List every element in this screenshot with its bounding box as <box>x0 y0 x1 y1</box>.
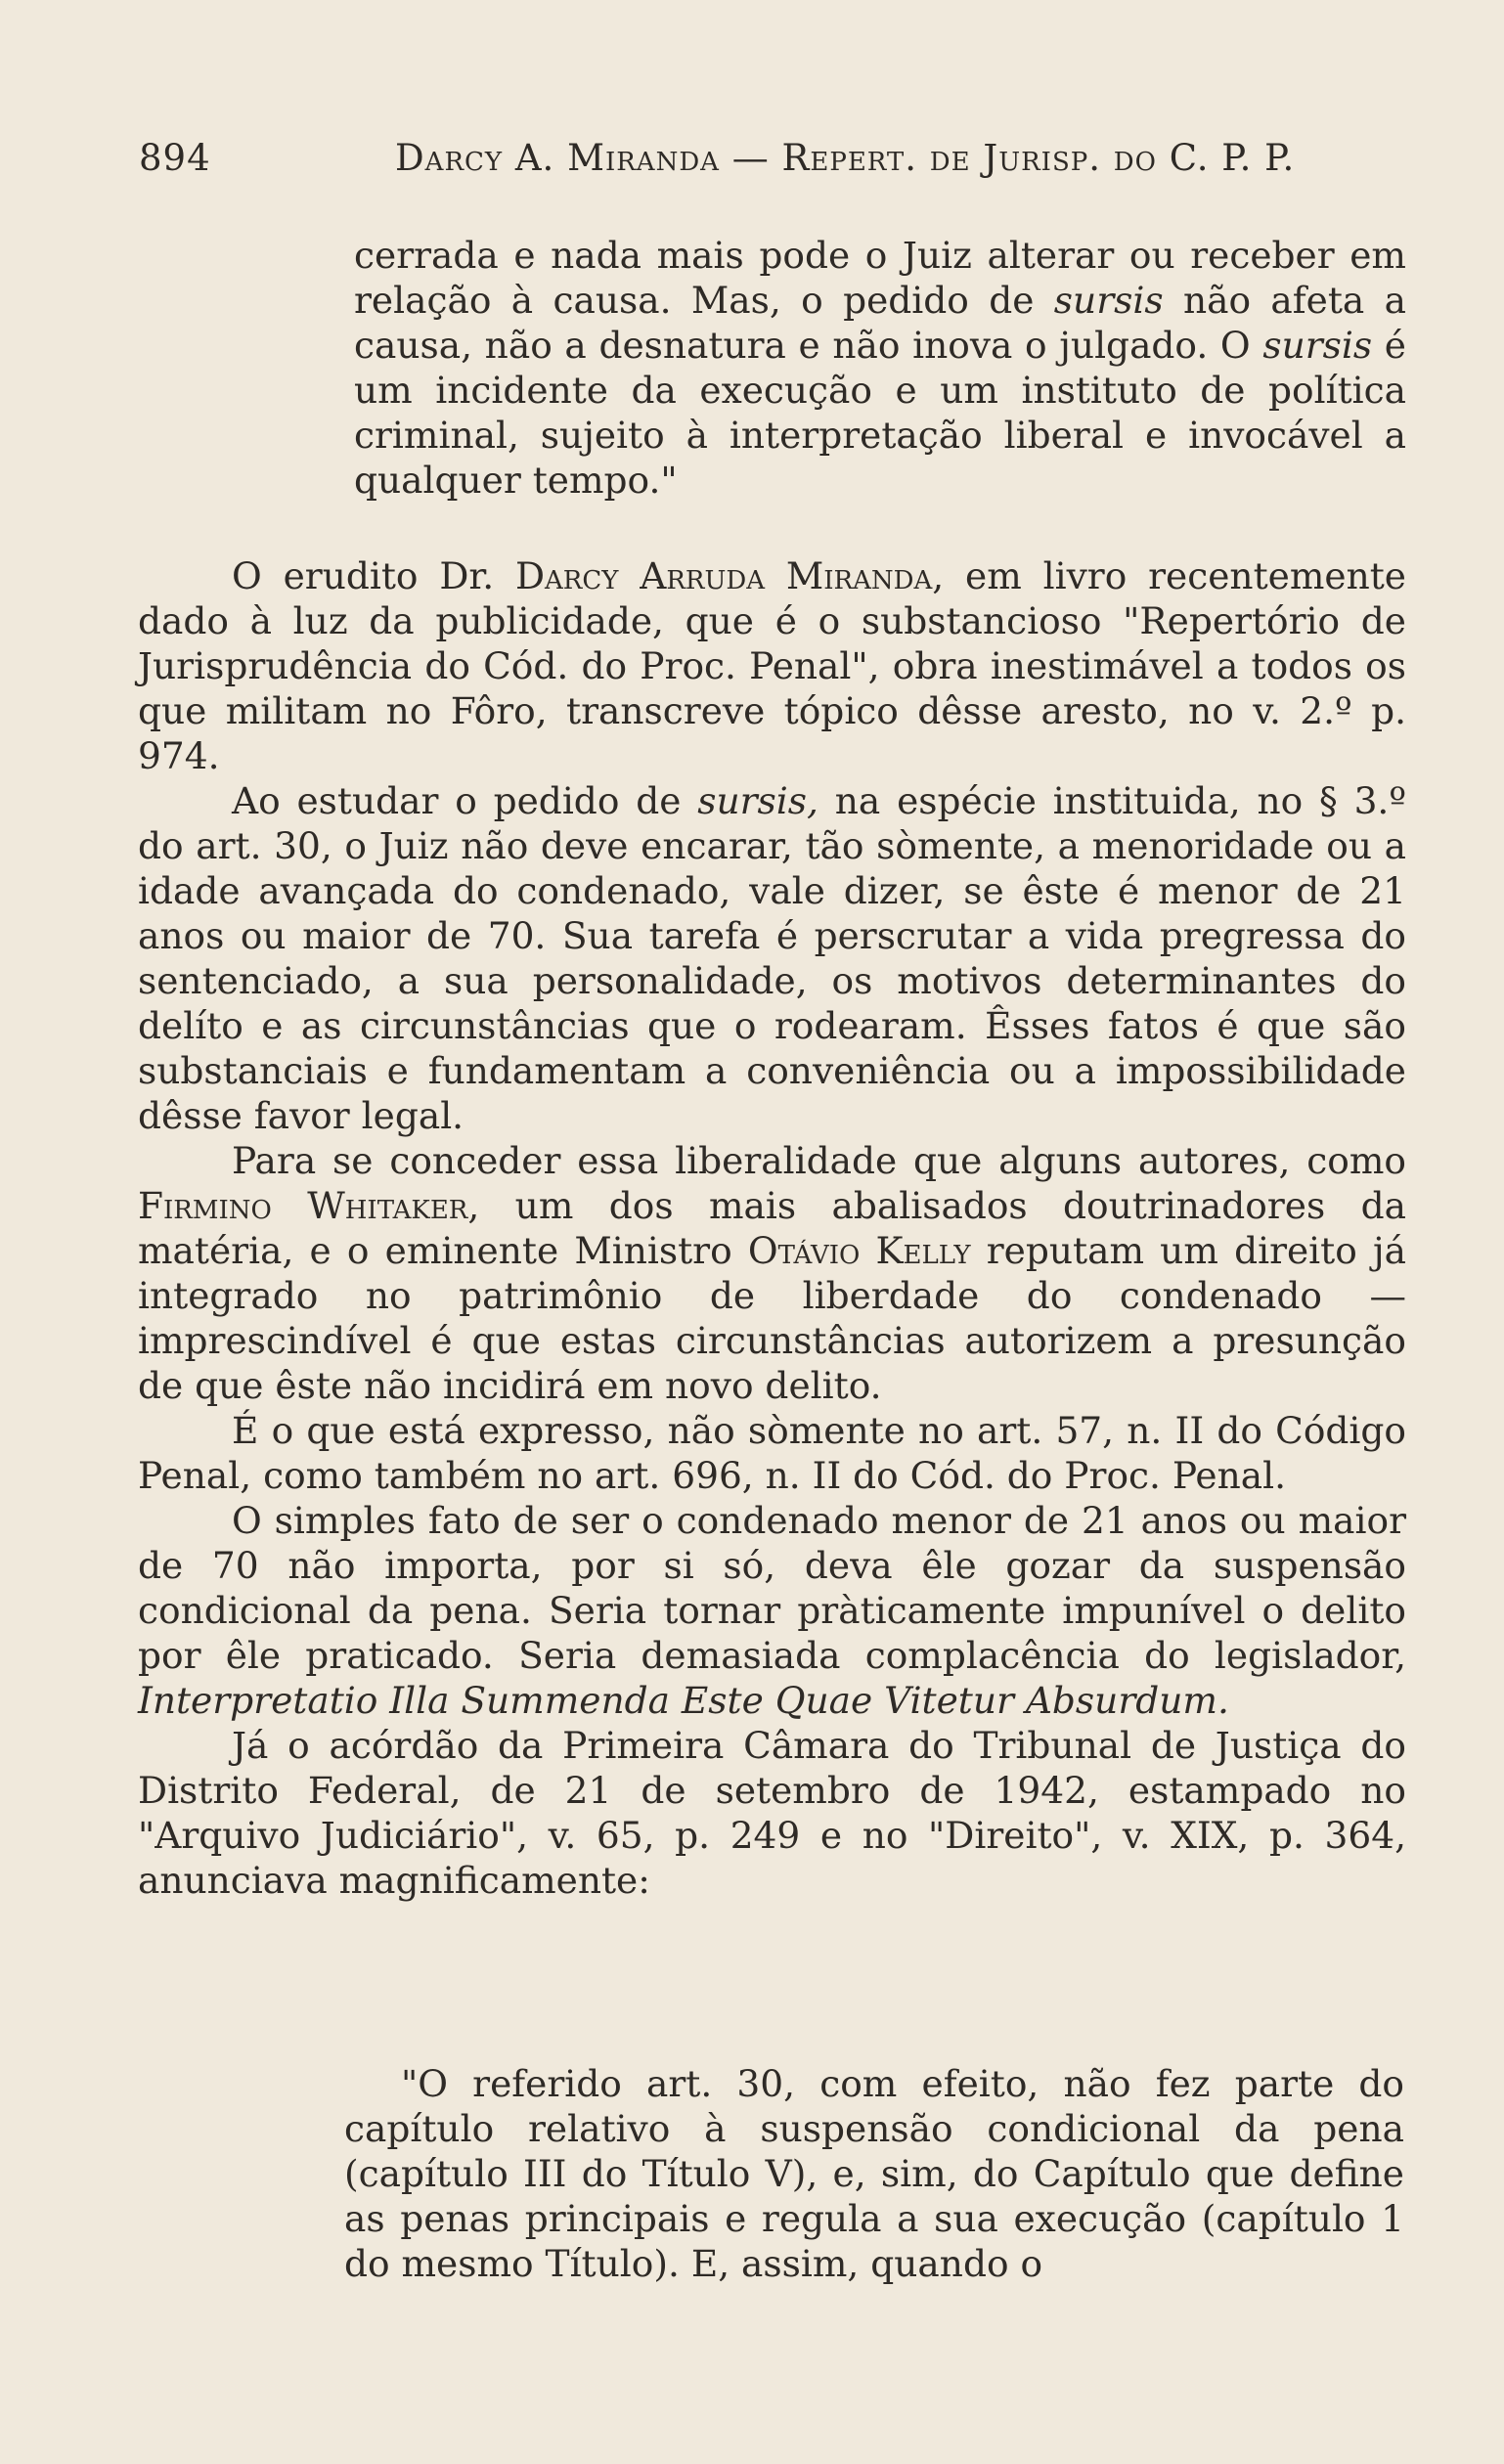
quote-paragraph: "O referido art. 30, com efeito, não fez parte do capítulo relativo à suspensão condicional da pena (capítulo III do Título V), e, sim, do Capítulo que define as penas principais e regula a sua execução (capítulo 1 do mesmo Título). E, assim, quando o <box>344 2062 1404 2285</box>
page-number: 894 <box>139 137 211 179</box>
paragraph-text: , em livro recentemente dado à luz da publicidade, que é o substancioso "Repertório de Jurisprudência do Cód. do Proc. Penal", obra inestimável a todos os que militam no Fôro, transcreve tópico dêsse aresto, no v. 2.º p. 974. <box>138 554 1407 777</box>
block-quote-top <box>354 233 1406 503</box>
author-name: Darcy Arruda Miranda <box>514 554 933 597</box>
quote-paragraph <box>354 233 1406 503</box>
paragraph-text: Para se conceder essa liberalidade que alguns autores, como <box>232 1139 1406 1182</box>
quote-italic-term: sursis <box>1053 279 1164 322</box>
quote-italic-term: sursis <box>1262 324 1373 367</box>
paragraph: É o que está expresso, não sòmente no art. 57, n. II do Código Penal, como também no art. 696, n. II do Cód. do Proc. Penal. <box>138 1409 1406 1497</box>
italic-term: sursis, <box>697 779 818 822</box>
paragraph-text: O simples fato de ser o condenado menor de 21 anos ou maior de 70 não importa, por si só, deva êle gozar da suspensão condicional da pena. Seria tornar pràticamente impunível o delito por êle praticado. Seria demasiada complacência do legislador, <box>138 1499 1406 1677</box>
paragraph-text: O erudito Dr. <box>232 554 515 597</box>
author-name: Firmino Whitaker <box>138 1184 468 1227</box>
paragraph: Já o acórdão da Primeira Câmara do Tribunal de Justiça do Distrito Federal, de 21 de setembro de 1942, estampado no "Arquivo Judiciário", v. 65, p. 249 e no "Direito", v. XIX, p. 364, anunciava magnificamente: <box>138 1724 1406 1902</box>
paragraph-text: reputam um direito já integrado no patrimônio de liberdade do condenado — imprescindível é que estas circunstâncias autorizem a presunção de que êste não incidirá em novo delito. <box>138 1229 1406 1407</box>
body-text <box>138 553 1406 1903</box>
running-title: Darcy A. Miranda — Repert. de Jurisp. do C. P. P. <box>395 137 1296 179</box>
paragraph-text: , um dos mais abalisados doutrinadores da matéria, e o eminente Ministro <box>138 1184 1406 1272</box>
block-quote-bottom <box>344 2061 1404 2286</box>
quote-text: não afeta a causa, não a desnatura e não inova o julgado. O <box>354 279 1406 367</box>
author-name: Otávio Kelly <box>747 1229 971 1272</box>
paragraph <box>138 553 1406 778</box>
quote-text: cerrada e nada mais pode o Juiz alterar ou receber em relação à causa. Mas, o pedido de <box>354 234 1406 322</box>
paragraph-text: na espécie instituida, no § 3.º do art. 30, o Juiz não deve encarar, tão sòmente, a menoridade ou a idade avançada do condenado, vale dizer, se êste é menor de 21 anos ou maior de 70. Sua tarefa é perscrutar a vida pregressa do sentenciado, a sua personalidade, os motivos determinantes do delíto e as circunstâncias que o rodearam. Êsses fatos é que são substanciais e fundamentam a conveniência ou a impossibilidade dêsse favor legal. <box>138 779 1406 1137</box>
paragraph-text: Ao estudar o pedido de <box>232 779 698 822</box>
latin-maxim: Interpretatio Illa Summenda Este Quae Vitetur Absurdum. <box>138 1679 1229 1722</box>
quote-text: é um incidente da execução e um instituto de política criminal, sujeito à interpretação liberal e invocável a qualquer tempo." <box>354 324 1406 502</box>
paragraph <box>138 1498 1406 1723</box>
paragraph <box>138 778 1406 1138</box>
paragraph <box>138 1138 1406 1408</box>
